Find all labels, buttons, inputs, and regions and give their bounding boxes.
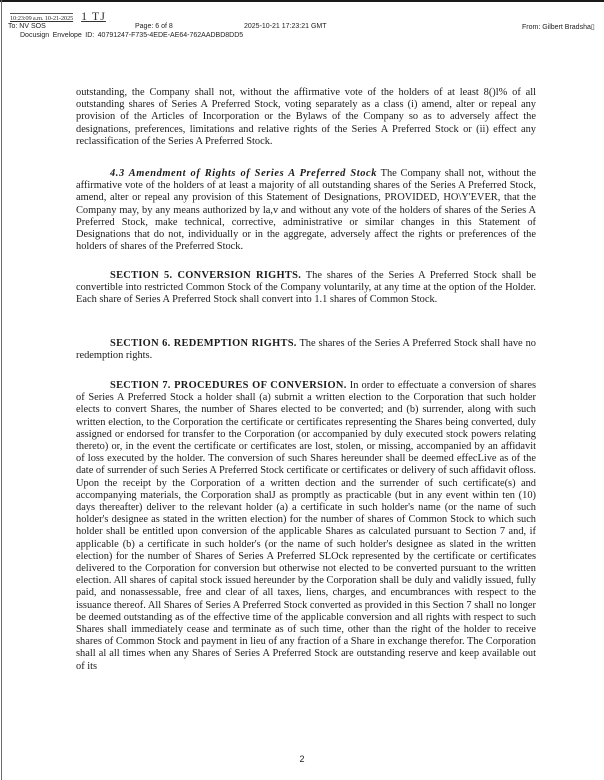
fax-page-count: Page: 6 of 8 [135,23,173,30]
paragraph-voting-continued [76,87,536,148]
fax-sender: From: Gilbert Bradsha▯ [522,24,595,31]
fax-stamp-mark: 1 TJ [81,9,106,23]
paragraph-text: In order to effectuate a conversion of shares of Series A Preferred Stock a holder shall (a) subrnit a written election to the Corporation that such holder elects to convert Shares, the number of Shares elected to be converted; and (b) surrender, along with such written election, to the Corporation the certificate or certificates representing the Shares being converted, duly assigned or endorsed for transfer to the Corporation (or accompanied by duly executed stock powers relating thereto) or, in the event the certificate or certificates are lost, stolen, or missing, accompanied by an affidavit of loss executed by the holder. The conversion of such Shares hereunder shall be deemed effecLive as of the date of surrender of such Series A Preferred Stock certificate or certificates or delivery of such affidavit ofloss. Upon the receipt by the Corporation of a written dection and the surrender of such certificate(s) and accompanying materials, the Corporation shalJ as promptly as practicable (but in any event within ten (10) days thereafter) deliver to the relevant holder (a) a certificate in such holder's name (or the name of such holder's designee as stated in the written election) for the number of shares of Common Stock to which such holder shall be entitled upon conversion of the applicable Shares as calculated pursuant to Section 7 and, if applicable (b) a certificate in such holder's (or the name of such holder's designee as slated in the written election) for the number of Shares of Series A Preferred SLOck represented by the certificate or certificates delivered to the Corporation for conversion but otherwise not elected to be converted pursuant to the written election. All shares of capital stock issued hereunder by the Corporation shall be duly and validly issued, fully paid, and nonassessable, free and clear of all taxes, liens, charges, and encumbrances with respect to the issuance thereof. All Shares of Series A Preferred Stock converted as provided in this Section 7 shall no longer be deemed outstanding as of the effective time of the applicable conversion and all rights with respect to such Shares shall immediately cease and terminate as of such time, other than the right of the holder to receive shares of Common Stock and payment in lieu of any fraction of a Share in exchange therefor. The Corporation shall al all times when any Shares of Series A Preferred Stock are outstanding reserve and keep available out of its [76,380,537,672]
paragraph-section-4-3 [76,168,536,253]
section-heading: SECTION 7. PROCEDURES OF CONVERSION. [110,380,347,391]
fax-timestamp: 2025-10-21 17:23:21 GMT [244,23,327,30]
section-heading: SECTION 6. REDEMPTION RIGHTS. [110,338,297,349]
docusign-envelope-id: Docusign Envelope ID: 40791247-F735-4EDE-AE64-762AADBD8DD5 [20,32,244,39]
fax-stamp-time: 10:23:09 a.m. 10-21-2025 [10,15,74,22]
paragraph-section-6 [76,338,536,362]
paragraph-section-5 [76,270,536,307]
section-heading: 4.3 Amendment of Rights of Series A Preferred Stock [110,168,378,179]
fax-recipient: To: NV SOS [8,23,46,30]
paragraph-text: The shares of the Series A Preferred Stock shall have no redemption rights. [76,338,536,362]
section-heading: SECTION 5. CONVERSION RIGHTS. [110,270,302,281]
paragraph-text: The Company shall not, without the affirmative vote of the holders of at least a majority of all outstanding shares of the Series A Preferred Stock, amend, alter or repeal any provision of this Statement of Designations, PROVIDED, HO\Y'EVER, that the Company may, by any means authorized by la,v and without any vote of the holders of shares of the Series A Preferred Stock, make technical, corrective, administrative or similar changes in this Statement of Designations that do not, individually or in the aggregate, adversely affect the rights or preferences of the holders of shares of the Preferred Stock. [76,168,537,253]
paragraph-text: outstanding, the Company shall not, without the affirmative vote of the holders of at least 8()l% of all outstanding shares of Series A Preferred Stock, voting separately as a class (i) amend, alter or repeal any provision of the Articles of Incorporation or the Bylaws of the Company so as to adversely affect the designations, preferences, limitations and relative rights of the Series A Preferred Stock or (ii) effect any reclassification of the Series A Preferred Stock. [76,87,536,147]
paragraph-section-7 [76,380,536,673]
left-border [1,0,2,780]
paragraph-text: The shares of the Series A Preferred Stock shall be convertible into restricted Common Stock of the Company voluntarily, at any time at the option of the Holder. Each share of Series A Preferred Stock shall convert into 1.1 shares of Common Stock. [76,270,537,306]
page-number: 2 [299,754,305,764]
top-border [0,0,604,2]
